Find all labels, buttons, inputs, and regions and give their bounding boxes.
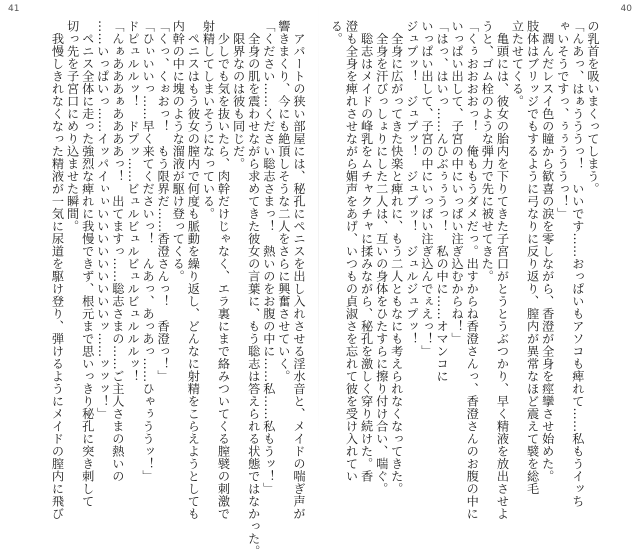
text-line: 聡志はメイドの峰乳をムチャクチャに揉みながら、秘孔を激しく穿り続けた。香 xyxy=(359,20,374,483)
text-line: ペニスはもう彼女の膣内で何度も脈動を繰り返し、どんなに射精をこらえようとしても xyxy=(186,20,201,520)
text-line: 「んあっ、はぁうううっ！ いいです……おっぱいもアソコも痺れて……私もうイッち xyxy=(570,20,585,508)
text-line: 内幹の中に塊のような溜液が駆け登ってくる。 xyxy=(171,20,186,283)
text-line: 響きまくり、今にも絶頂しそうな二人をさらに興奮させていく。 xyxy=(276,20,291,383)
left-page xyxy=(50,20,306,558)
text-line: 「ください……ください聡志さまっ！ 熱いのをお腹の中に……私……私もうッ！」 xyxy=(261,20,276,495)
text-line: 我慢しきれなくなった精液が一気に尿道を駆け登り、弾けるようにメイドの膣内に飛び xyxy=(50,20,65,520)
right-page-text xyxy=(329,20,600,520)
text-line: の乳首を吸いまくってしまう。 xyxy=(586,20,600,195)
text-line: ゃいそうですっ、ぅぅうううっ！」 xyxy=(555,20,570,220)
text-line: 澄も全身を痺れさせながら媚声をあげ、いつもの貞淑さを忘れて彼を受け入れてい xyxy=(344,20,359,483)
page-gutter xyxy=(318,0,319,451)
text-line: 立たせてくる。 xyxy=(510,20,525,108)
text-line: 「はっ、はいっ……んひぶぅぅうっ！ 私の中に……オマンコに xyxy=(435,20,450,383)
text-line: 全身に広がってきた快楽と痺れに、もう二人ともなにも考えられなくなってきた。 xyxy=(389,20,404,495)
text-line: る。 xyxy=(329,20,344,45)
text-line: 全身の肌を震わせながら求めてきた彼女の言葉に、もう聡志は答えられる状態ではなかった。 xyxy=(246,20,261,558)
right-page-number: 40 xyxy=(620,4,632,14)
text-line: 潤んだレスイ色の瞳から歓喜の涙を零しながら、香澄が全身を痙攣させ始めた。 xyxy=(540,20,555,483)
text-line: 「ひぃいいっ……早く来てくださいっ！ んあっ、あっあっ……ひゃぅううッ！」 xyxy=(141,20,156,483)
text-line: 全身を汗びっしょりにした二人は、互いの身体をひたすらに擦り付け合い、喘ぐ。 xyxy=(374,20,389,495)
text-line: 「くぅおおおおっ！ 俺ももうダメだっ。出すからね香澄さんっ、香澄さんのお腹の中に xyxy=(465,20,480,520)
text-line: ……いっぱいっ……イッパイぃぃいいいいいいいいいッ……ッッッ！」 xyxy=(95,20,110,420)
text-line: 切っ先を子宮口にめり込ませた瞬間。 xyxy=(65,20,80,233)
text-line: うと、ゴム栓のような弾力で先に被せてきた。 xyxy=(480,20,495,283)
text-line: 亀頭には、彼女の胎内を下りてきた子宮口がとうとうぶつかり、早く精液を放出させよ xyxy=(495,20,510,520)
text-line: ペニス全体に走った強烈な痺れに我慢できず、根元まで思いっきり秘孔に突き刺して xyxy=(80,20,95,508)
text-line: 限界なのは彼も同じだ。 xyxy=(231,20,246,170)
left-page-text xyxy=(50,20,306,558)
left-page-number: 41 xyxy=(8,4,20,14)
text-line: 「んぁあああぁああああっ！ 出てますっ……聡志さまの……ご主人さまの熱いの xyxy=(110,20,125,483)
text-line: 射精してしまいそうになっている。 xyxy=(201,20,216,220)
text-line: 「くっ、くぉおっ！ もう限界だ……香澄さんっ！ 香澄っ！」 xyxy=(156,20,171,383)
text-line: アパートの狭い部屋には、秘孔にペニスを出し入れさせる淫水音と、メイドの喘ぎ声が xyxy=(292,20,306,520)
text-line: 肢体はブリッジでもするように弓なりに反り返り、膣内が異常なほど震えて襞を総毛 xyxy=(525,20,540,495)
text-line: ジュプッ！ ジュプッ！ ジュプッ！ ジュルジュプッ！ xyxy=(404,20,419,345)
text-line: 少しでも気を抜いたら、肉幹だけじゃなく、エラ裏にまで絡みついてくる膣襞の刺激で xyxy=(216,20,231,520)
text-line: いっぱい出して、子宮の中にいっぱい注ぎ込むからね！」 xyxy=(450,20,465,345)
text-line: いっぱい出して、子宮の中にいっぱい注ぎ込んでぇえっ！」 xyxy=(419,20,434,358)
right-page xyxy=(329,20,600,520)
text-line: ドピュルルッ！ ドプッ……ビュルビュルビュルビュルルルッ！ xyxy=(125,20,140,383)
